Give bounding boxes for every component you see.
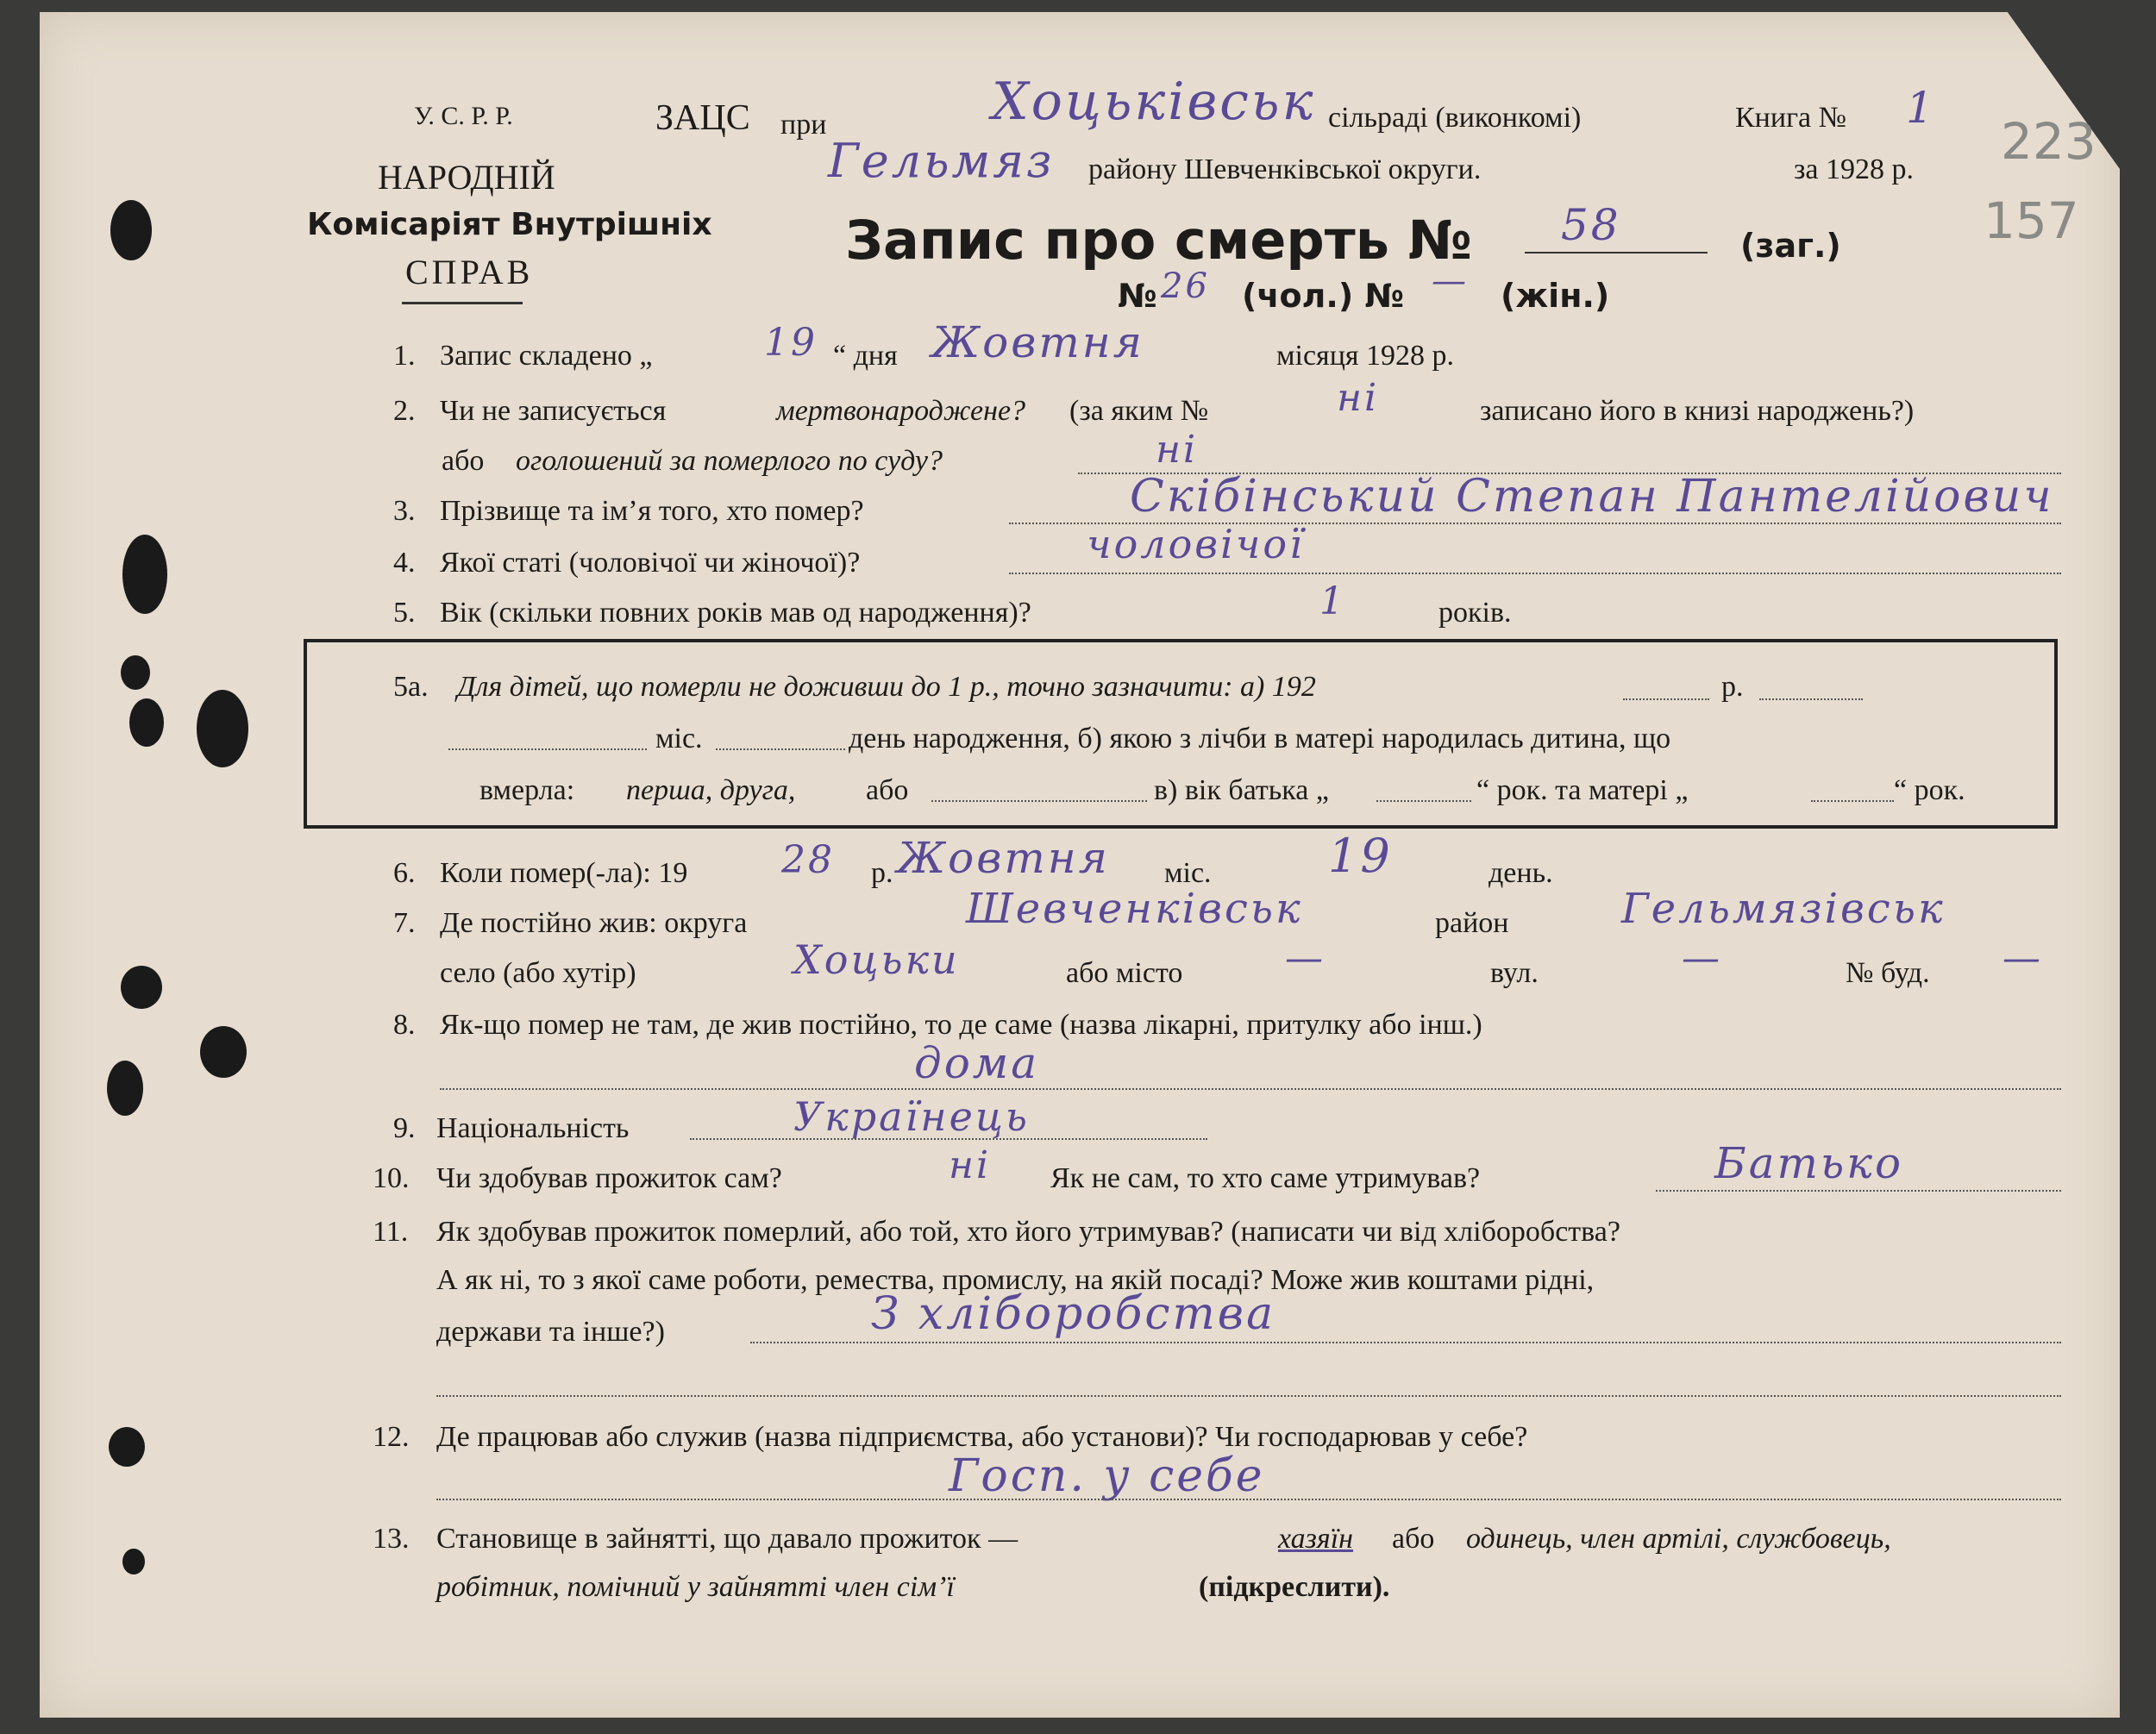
q7-selo-value: Хоцьки (793, 936, 960, 983)
q1-label-b: “ дня (833, 340, 898, 372)
q2-label-c: (за яким № (1069, 395, 1209, 427)
q5a-month-label: міс. (655, 723, 703, 754)
q5a-father-age-label: в) вік батька „ (1154, 774, 1329, 806)
q7-rayon-label: район (1435, 907, 1509, 939)
binding-hole (109, 1427, 145, 1467)
district-label: району Шевченківської округи. (1088, 153, 1482, 185)
q6-month-value: Жовтня (897, 833, 1110, 883)
q6-label-b: р. (871, 857, 893, 889)
q8-line (440, 1088, 2061, 1090)
form-title: Запис про смерть № (845, 209, 1473, 272)
binding-hole (110, 200, 152, 260)
q7-misto-label: або місто (1066, 957, 1183, 989)
q5-label-b: років. (1438, 597, 1512, 629)
q8-value: дома (914, 1038, 1040, 1088)
female-label: (жін.) (1501, 277, 1610, 315)
q4-line (1009, 573, 2061, 574)
year-label: за 1928 р. (1794, 153, 1915, 185)
q5a-year-line (1623, 698, 1709, 700)
q1-label-c: місяця 1928 р. (1276, 340, 1455, 372)
q2-value: ні (1337, 376, 1380, 420)
q5-number: 5. (393, 597, 416, 629)
q6-label-c: міс. (1164, 857, 1212, 889)
q3-value: Скібінський Степан Пантелійович (1130, 471, 2054, 523)
q7-okruha-value: Шевченківськ (966, 885, 1303, 933)
binding-hole (197, 690, 248, 767)
binding-hole (121, 655, 150, 690)
q4-value: чоловічої (1087, 521, 1305, 567)
q7-bud-value: — (2002, 936, 2043, 980)
commissariat-line-3: СПРАВ (405, 253, 534, 291)
q1-month-value: Жовтня (931, 317, 1144, 367)
q5-value: 1 (1319, 579, 1346, 623)
q5a-order-line (931, 800, 1147, 802)
q11-number: 11. (373, 1216, 409, 1248)
q13-option-owner: хазяїн (1278, 1523, 1354, 1555)
q7-number: 7. (393, 907, 416, 939)
q13-options-1: одинець, член артілі, службовець, (1466, 1523, 1891, 1555)
q6-day-value: 19 (1328, 829, 1393, 883)
ussr-label: У. С. Р. Р. (414, 102, 513, 130)
q6-label-d: день. (1489, 857, 1553, 889)
record-number: 58 (1561, 200, 1621, 250)
district-value: Гельмяз (828, 134, 1055, 188)
q7-vul-value: — (1682, 936, 1722, 980)
binding-hole (122, 1549, 145, 1574)
q5a-father-age-line (1376, 800, 1471, 802)
header-divider (402, 302, 523, 304)
q7-vul-label: вул. (1490, 957, 1539, 989)
q6-label-a: Коли помер(-ла): 19 (440, 857, 688, 889)
q9-line (690, 1138, 1207, 1140)
pry-label: при (780, 109, 827, 141)
q11-line (750, 1342, 2061, 1343)
q5a-died-label: вмерла: (479, 774, 575, 806)
male-label: (чол.) № (1242, 277, 1405, 315)
q5-label-a: Вік (скільки повних років мав од народження)? (440, 597, 1031, 629)
female-record-number: — (1432, 261, 1469, 301)
q6-year-value: 28 (781, 838, 835, 882)
q5a-order-options: перша, друга, (626, 774, 796, 806)
q10-label-a: Чи здобував прожиток сам? (436, 1162, 782, 1194)
q4-number: 4. (393, 547, 416, 579)
q5a-line-1: Для дітей, що померли не доживши до 1 р., точно зазначити: а) 192 (457, 671, 1316, 703)
q11-line-1: Як здобував прожиток померлий, або той, хто його утримував? (написати чи від хліборобства? (436, 1216, 1620, 1248)
q13-label-a: Становище в зайнятті, що давало прожиток — (436, 1523, 1018, 1555)
q2-label-e: або (442, 445, 485, 477)
binding-hole (200, 1026, 247, 1078)
q2-number: 2. (393, 395, 416, 427)
commissariat-line-1: НАРОДНІЙ (378, 158, 555, 197)
q5a-line-2: день народження, б) якою з лічби в матері народилась дитина, що (849, 723, 1671, 754)
q7-okruha-label: Де постійно жив: округа (440, 907, 748, 939)
q12-line (436, 1499, 2061, 1500)
q4-label: Якої статі (чоловічої чи жіночої)? (440, 547, 861, 579)
q11-line-3: держави та інше?) (436, 1316, 665, 1348)
q10-line (1656, 1190, 2061, 1192)
q5a-years-label: “ рок. (1894, 774, 1965, 806)
q12-number: 12. (373, 1421, 410, 1453)
q7-bud-label: № буд. (1846, 957, 1930, 989)
q13-options-2: робітник, помічний у зайнятті член сім’ї (436, 1571, 955, 1603)
q5a-day-line (716, 748, 845, 750)
q8-number: 8. (393, 1009, 416, 1041)
q11-value: З хліборобства (871, 1288, 1276, 1340)
q13-label-or: або (1392, 1523, 1435, 1555)
q2-label-a: Чи не записується (440, 395, 667, 427)
binding-hole (121, 966, 162, 1009)
binding-hole (107, 1061, 143, 1116)
zag-label: (заг.) (1740, 227, 1841, 265)
q10-number: 10. (373, 1162, 410, 1194)
q11-line-2: А як ні, то з якої саме роботи, ремества, промислу, на якій посаді? Може жив коштами рідні, (436, 1264, 1595, 1296)
commissariat-line-2: Комісаріят Внутрішніх (307, 207, 712, 242)
q7-rayon-value: Гельмязівськ (1621, 885, 1946, 933)
q10-value-self: ні (949, 1143, 992, 1187)
q9-value: Українець (793, 1093, 1030, 1140)
q6-number: 6. (393, 857, 416, 889)
book-label: Книга № (1735, 102, 1847, 134)
book-number: 1 (1906, 83, 1936, 133)
q2-label-d: записано його в книзі народжень?) (1480, 395, 1915, 427)
male-no-label: № (1118, 277, 1157, 315)
q11-line-extra (436, 1395, 2061, 1397)
q12-label: Де працював або служив (назва підприємства, або установи)? Чи господарював у себе? (436, 1421, 1528, 1453)
archive-number: 157 (1984, 191, 2079, 250)
q9-label: Національність (436, 1112, 630, 1144)
village-council-label: сільраді (виконкомі) (1328, 102, 1582, 134)
q1-number: 1. (393, 340, 416, 372)
q10-value-supporter: Батько (1714, 1138, 1904, 1188)
binding-hole (129, 698, 164, 747)
q1-label-a: Запис складено „ (440, 340, 653, 372)
q5a-mother-age-label: “ рок. та матері „ (1476, 774, 1689, 806)
q9-number: 9. (393, 1112, 416, 1144)
zags-label: ЗАЦС (655, 98, 750, 138)
q1-day-value: 19 (764, 321, 818, 365)
q13-label-underline: (підкреслити). (1199, 1571, 1390, 1603)
q5a-mother-age-line (1811, 800, 1894, 802)
village-council-value: Хоцьківськ (992, 72, 1316, 132)
q5a-month-line-pre (448, 748, 647, 750)
record-number-line (1525, 252, 1708, 254)
q13-number: 13. (373, 1523, 410, 1555)
q2-label-f: оголошений за померлого по суду? (516, 445, 943, 477)
q5a-number: 5а. (393, 671, 429, 703)
binding-hole (122, 535, 167, 614)
q2-label-b: мертвонароджене? (776, 395, 1026, 427)
q3-number: 3. (393, 495, 416, 527)
q10-label-b: Як не сам, то хто саме утримував? (1050, 1162, 1481, 1194)
q7-misto-value: — (1285, 936, 1326, 980)
q3-label: Прізвище та ім’я того, хто помер? (440, 495, 864, 527)
q2-value-2: ні (1156, 428, 1199, 472)
q7-selo-label: село (або хутір) (440, 957, 636, 989)
male-record-number: 26 (1161, 266, 1210, 306)
q5a-or-label: або (866, 774, 909, 806)
q8-label: Як-що помер не там, де жив постійно, то де саме (назва лікарні, притулку або інш.) (440, 1009, 1482, 1041)
q5a-line-1-end: р. (1721, 671, 1744, 703)
q5a-after-year-line (1759, 698, 1863, 700)
q12-value: Госп. у себе (949, 1450, 1265, 1502)
archive-number: 223 (2001, 112, 2096, 171)
